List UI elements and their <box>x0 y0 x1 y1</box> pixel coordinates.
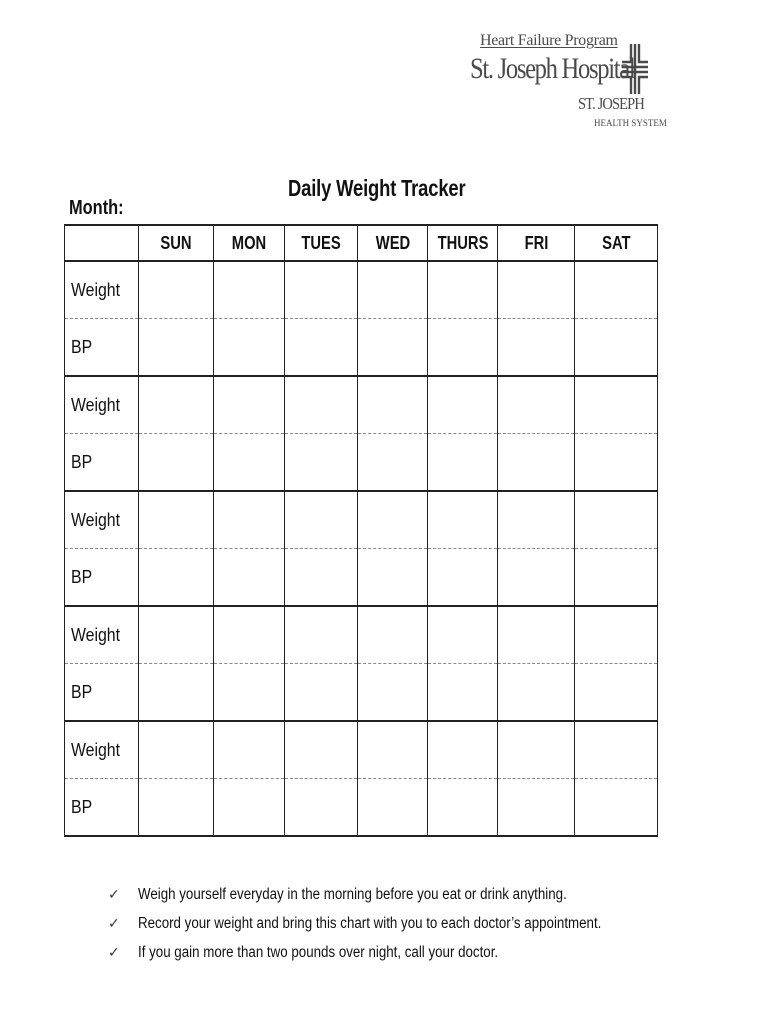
weight-cell-wed[interactable] <box>358 606 428 664</box>
bp-cell-sun[interactable] <box>139 319 214 377</box>
bp-cell-thurs[interactable] <box>428 549 498 607</box>
month-label: Month: <box>69 197 124 219</box>
weight-cell-sat[interactable] <box>575 376 658 434</box>
weight-cell-wed[interactable] <box>358 376 428 434</box>
bp-row <box>65 319 658 377</box>
bp-cell-sat[interactable] <box>575 434 658 492</box>
bp-cell-thurs[interactable] <box>428 319 498 377</box>
bp-cell-sun[interactable] <box>139 549 214 607</box>
instructions-list <box>108 880 677 967</box>
bp-label: BP <box>65 319 139 377</box>
weight-row <box>65 261 658 319</box>
weight-cell-tues[interactable] <box>285 606 358 664</box>
header-thurs: THURS <box>428 225 498 261</box>
weight-cell-sat[interactable] <box>575 606 658 664</box>
bp-cell-fri[interactable] <box>498 779 575 837</box>
bp-row <box>65 779 658 837</box>
bp-row <box>65 434 658 492</box>
page-title: Daily Weight Tracker <box>288 175 466 201</box>
bp-cell-sun[interactable] <box>139 664 214 722</box>
weight-cell-mon[interactable] <box>214 491 285 549</box>
weight-cell-sat[interactable] <box>575 491 658 549</box>
bp-cell-mon[interactable] <box>214 779 285 837</box>
weight-label: Weight <box>65 261 139 319</box>
weight-cell-thurs[interactable] <box>428 491 498 549</box>
bp-label: BP <box>65 549 139 607</box>
bp-cell-wed[interactable] <box>358 549 428 607</box>
weight-cell-fri[interactable] <box>498 606 575 664</box>
cross-icon <box>620 42 650 96</box>
bp-cell-fri[interactable] <box>498 549 575 607</box>
bp-cell-tues[interactable] <box>285 549 358 607</box>
weight-row <box>65 491 658 549</box>
instruction-text: If you gain more than two pounds over night, call your doctor. <box>138 943 499 961</box>
weight-cell-sun[interactable] <box>139 721 214 779</box>
weight-cell-tues[interactable] <box>285 261 358 319</box>
bp-cell-sun[interactable] <box>139 434 214 492</box>
bp-cell-wed[interactable] <box>358 779 428 837</box>
weight-cell-wed[interactable] <box>358 491 428 549</box>
list-item <box>108 909 677 938</box>
bp-cell-thurs[interactable] <box>428 664 498 722</box>
bp-cell-mon[interactable] <box>214 434 285 492</box>
bp-row <box>65 549 658 607</box>
header-sat: SAT <box>575 225 658 261</box>
bp-cell-sat[interactable] <box>575 664 658 722</box>
bp-row <box>65 664 658 722</box>
weight-cell-thurs[interactable] <box>428 721 498 779</box>
weight-cell-tues[interactable] <box>285 491 358 549</box>
header-mon: MON <box>214 225 285 261</box>
weight-row <box>65 606 658 664</box>
bp-cell-tues[interactable] <box>285 779 358 837</box>
bp-cell-mon[interactable] <box>214 664 285 722</box>
weight-cell-wed[interactable] <box>358 261 428 319</box>
weight-label: Weight <box>65 606 139 664</box>
weight-cell-fri[interactable] <box>498 721 575 779</box>
weight-label: Weight <box>65 491 139 549</box>
weight-cell-sat[interactable] <box>575 721 658 779</box>
bp-cell-fri[interactable] <box>498 664 575 722</box>
table-header-row <box>65 225 658 261</box>
weight-label: Weight <box>65 721 139 779</box>
header-sun: SUN <box>139 225 214 261</box>
weight-cell-thurs[interactable] <box>428 606 498 664</box>
program-name: Heart Failure Program <box>480 32 618 49</box>
weight-cell-mon[interactable] <box>214 606 285 664</box>
instruction-text: Weigh yourself everyday in the morning before you eat or drink anything. <box>138 885 567 903</box>
weight-cell-mon[interactable] <box>214 261 285 319</box>
header-tues: TUES <box>285 225 358 261</box>
weight-label: Weight <box>65 376 139 434</box>
weight-cell-mon[interactable] <box>214 376 285 434</box>
weight-cell-sun[interactable] <box>139 491 214 549</box>
header-blank <box>65 225 139 261</box>
bp-cell-tues[interactable] <box>285 319 358 377</box>
bp-cell-sun[interactable] <box>139 779 214 837</box>
bp-cell-wed[interactable] <box>358 664 428 722</box>
weight-cell-thurs[interactable] <box>428 376 498 434</box>
weight-row <box>65 376 658 434</box>
weight-cell-sun[interactable] <box>139 261 214 319</box>
hospital-name: St. Joseph Hospital <box>470 52 635 85</box>
bp-cell-mon[interactable] <box>214 549 285 607</box>
weight-cell-tues[interactable] <box>285 721 358 779</box>
check-mark-icon: ✓ <box>108 886 120 903</box>
instruction-text: Record your weight and bring this chart with you to each doctor’s appointment. <box>138 914 602 932</box>
list-item <box>108 938 677 967</box>
header-fri: FRI <box>498 225 575 261</box>
weight-cell-fri[interactable] <box>498 261 575 319</box>
bp-cell-mon[interactable] <box>214 319 285 377</box>
bp-cell-wed[interactable] <box>358 434 428 492</box>
weight-cell-sun[interactable] <box>139 376 214 434</box>
bp-label: BP <box>65 434 139 492</box>
health-system-subtitle: HEALTH SYSTEM <box>594 118 667 128</box>
bp-cell-tues[interactable] <box>285 434 358 492</box>
weight-cell-mon[interactable] <box>214 721 285 779</box>
bp-cell-tues[interactable] <box>285 664 358 722</box>
bp-cell-thurs[interactable] <box>428 434 498 492</box>
bp-cell-sat[interactable] <box>575 549 658 607</box>
weight-tracker-table <box>64 224 658 837</box>
check-mark-icon: ✓ <box>108 915 120 932</box>
bp-cell-sat[interactable] <box>575 319 658 377</box>
weight-cell-sat[interactable] <box>575 261 658 319</box>
bp-cell-wed[interactable] <box>358 319 428 377</box>
bp-cell-fri[interactable] <box>498 434 575 492</box>
list-item <box>108 880 677 909</box>
bp-label: BP <box>65 779 139 837</box>
hospital-logo <box>466 30 667 134</box>
bp-cell-thurs[interactable] <box>428 779 498 837</box>
weight-cell-thurs[interactable] <box>428 261 498 319</box>
bp-cell-sat[interactable] <box>575 779 658 837</box>
bp-label: BP <box>65 664 139 722</box>
weight-cell-sun[interactable] <box>139 606 214 664</box>
weight-row <box>65 721 658 779</box>
weight-cell-fri[interactable] <box>498 376 575 434</box>
header-wed: WED <box>358 225 428 261</box>
check-mark-icon: ✓ <box>108 944 120 961</box>
weight-cell-wed[interactable] <box>358 721 428 779</box>
health-system-name: ST. JOSEPH <box>578 94 644 113</box>
weight-cell-fri[interactable] <box>498 491 575 549</box>
bp-cell-fri[interactable] <box>498 319 575 377</box>
weight-cell-tues[interactable] <box>285 376 358 434</box>
